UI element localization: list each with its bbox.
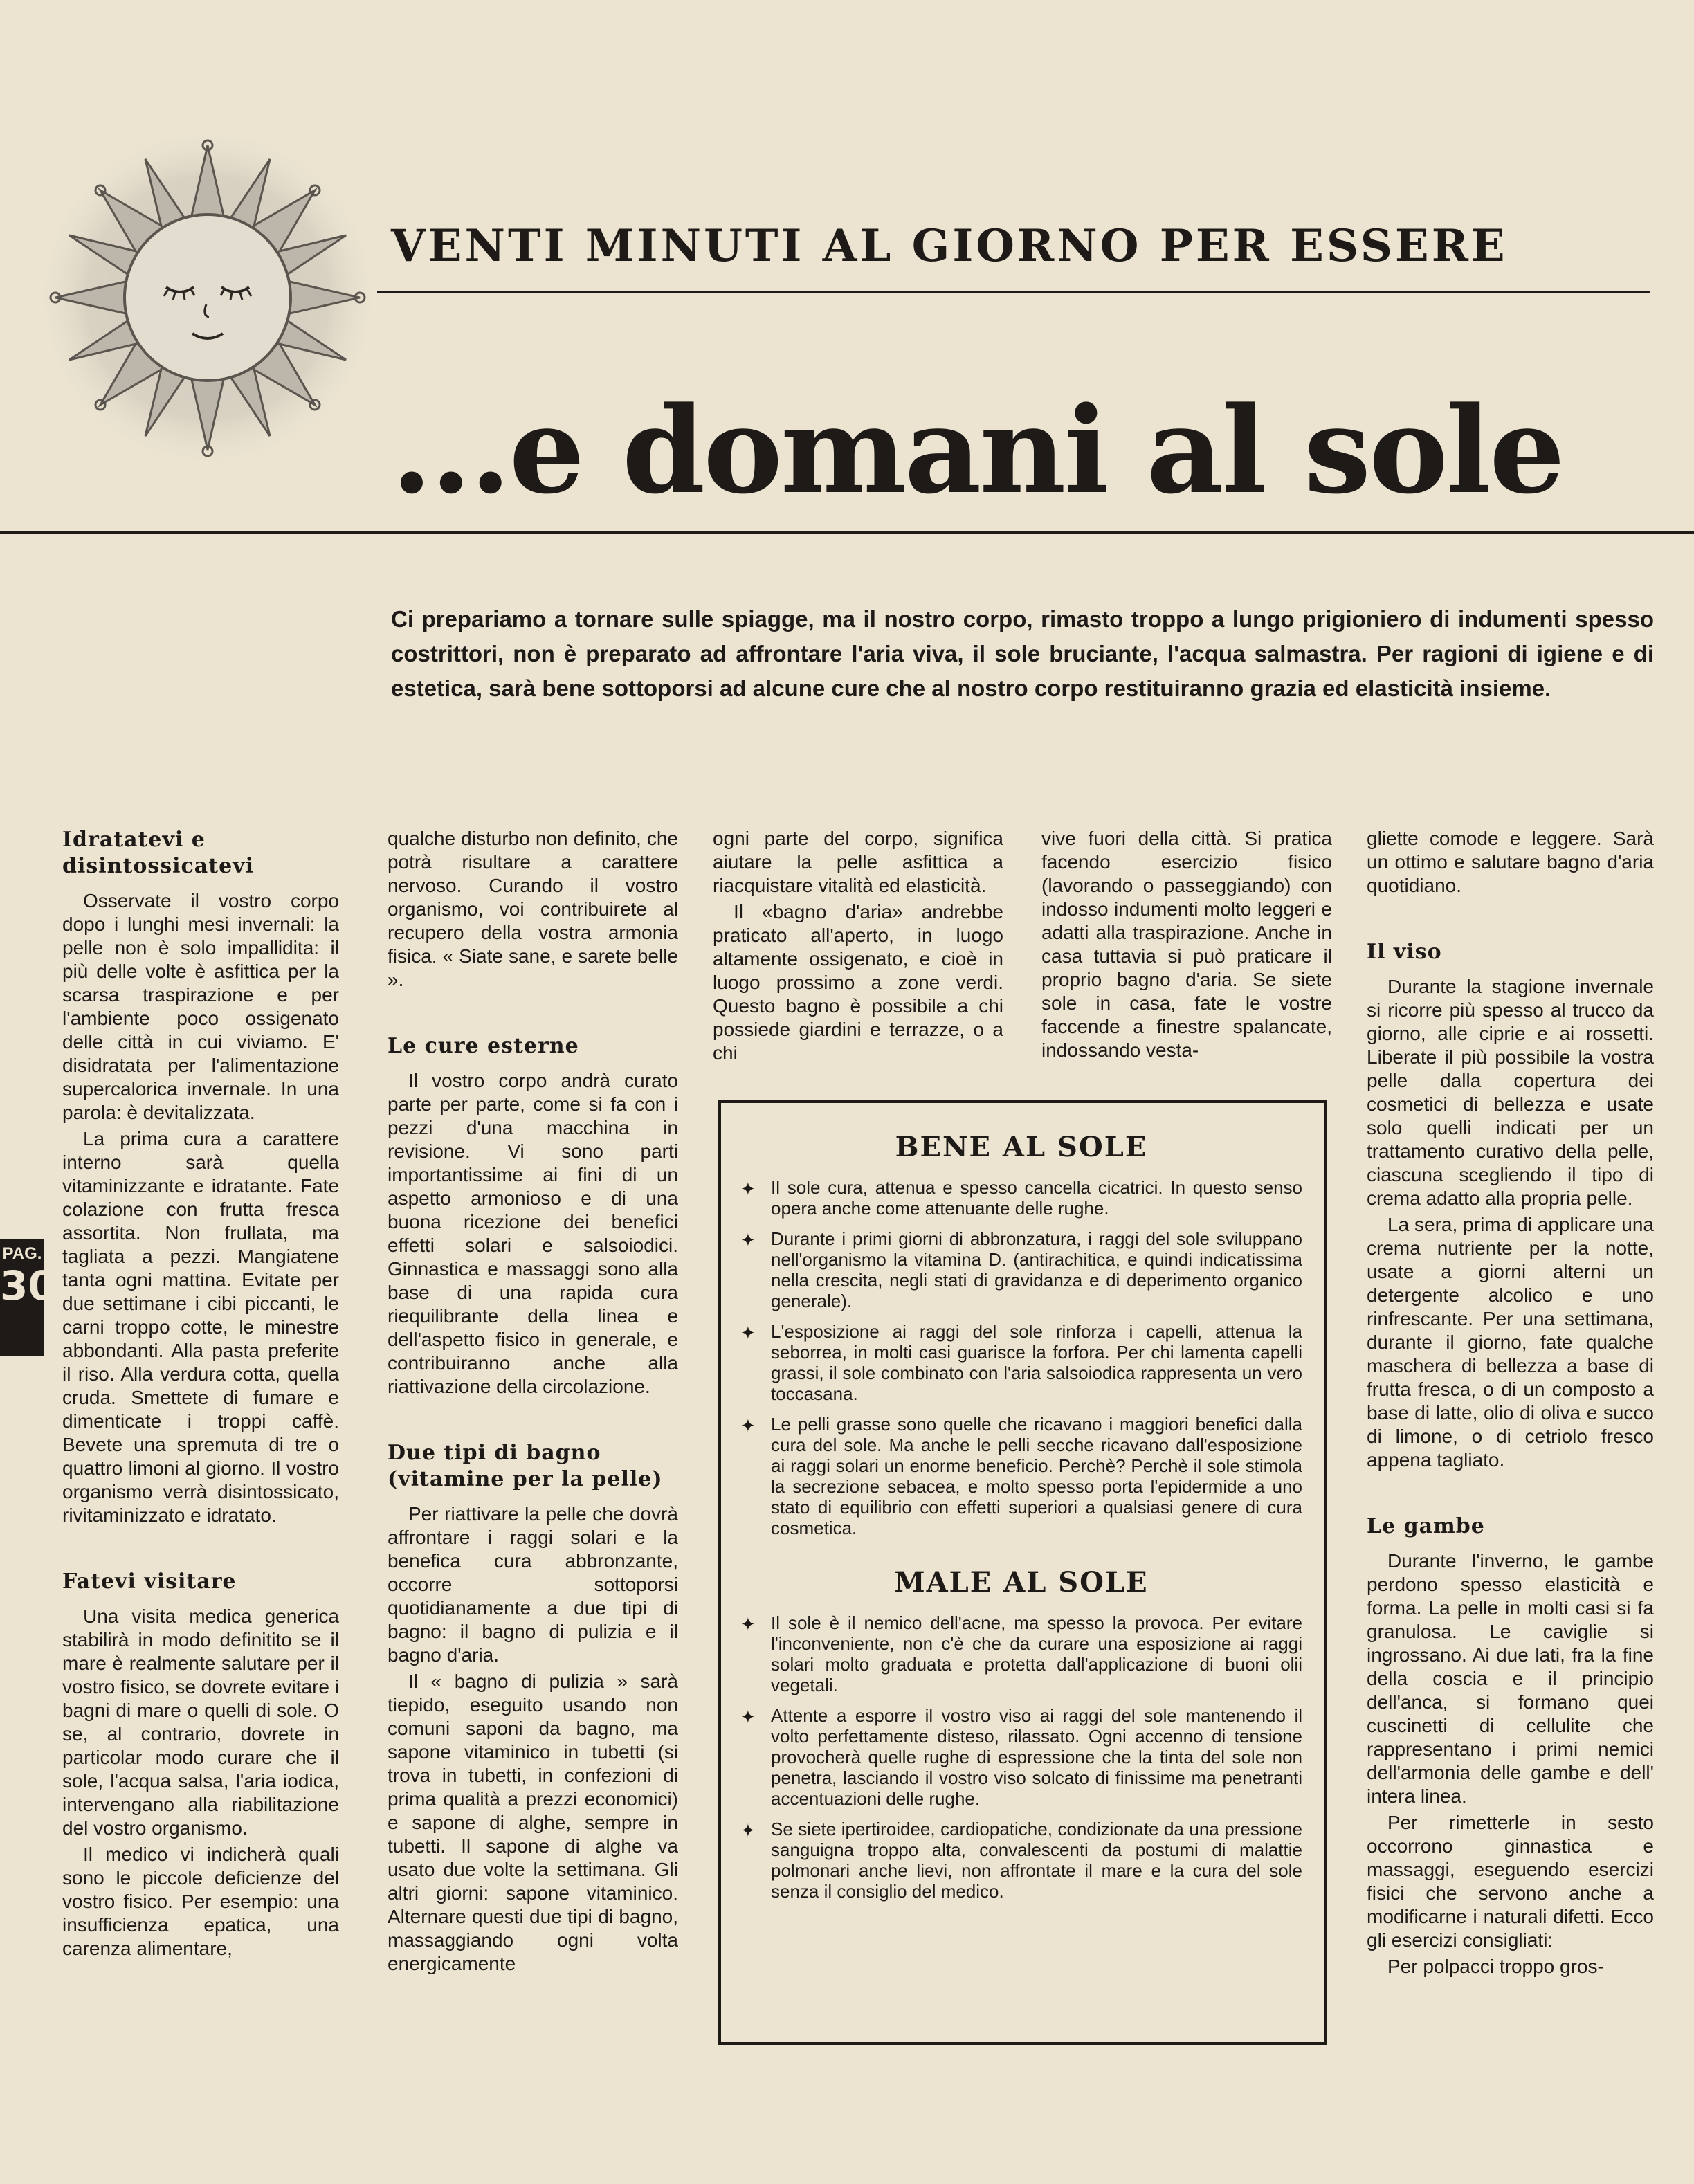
diamond-bullet-icon: ✦ bbox=[740, 1322, 756, 1343]
section-heading-idratatevi: Idratatevi e disintossicatevi bbox=[62, 828, 254, 878]
diamond-bullet-icon: ✦ bbox=[740, 1614, 756, 1635]
paragraph: Durante la stagione invernale si ricorre più spesso al trucco da giorno, alle ciprie e ai rossetti. Liberate il più possibile la vostra pelle dalla copertura dei cosmetici di bellezza e usate solo quelli indicati per un trattamento curativo della pelle, ciascuna scegliendo il tipo di crema adatto alla propria pelle. bbox=[1367, 976, 1654, 1209]
diamond-bullet-icon: ✦ bbox=[740, 1230, 756, 1250]
intro-paragraph: Ci prepariamo a tornare sulle spiagge, ma il nostro corpo, rimasto troppo a lungo prigioniero di indumenti spesso costrittori, non è preparato ad affrontare l'aria viva, il sole bruciante, l'acqua salmastra. Per ragioni di igiene e di estetica, sarà bene sottoporsi ad alcune cure che al nostro corpo restituiranno grazia ed elasticità insieme. bbox=[391, 606, 1654, 701]
paragraph: Per polpacci troppo gros- bbox=[1387, 1956, 1604, 1977]
diamond-bullet-icon: ✦ bbox=[740, 1707, 756, 1727]
paragraph: qualche disturbo non definito, che potrà risultare a carattere nervoso. Curando il vostro organismo, voi contribuirete al recupero della vostra armonia fisica. « Siate sane, e sarete belle ». bbox=[388, 828, 678, 990]
paragraph: Il vostro corpo andrà curato parte per parte, come si fa con i pezzi d'una macchina in revisione. Vi sono parti importantissime ai fini di un aspetto armonioso e di una buona ricezione dei benefici effetti solari e salsoiodici. Ginnastica e massaggi sono alla base di una rapida cura riequilibrante della linea e dell'aspetto fisico in generale, e contribuiranno anche alla riattivazione della circolazione. bbox=[388, 1070, 678, 1397]
column-1 bbox=[62, 827, 339, 1963]
paragraph: La prima cura a carattere interno sarà quella vitaminizzante e idratante. Fate colazione con frutta fresca assortita. Non frullata, ma tagliata a pezzi. Mangiatene tanta ogni mattina. Evitate per due settimane i cibi piccanti, le carni troppo cotte, le minestre abbondanti. Alla pasta preferite il riso. Alla verdura cotta, quella cruda. Smettete di fumare e dimenticate i troppi caffè. Bevete una spremuta di tre o quattro limoni al giorno. Il vostro organismo verrà disintossicato, rivitaminizzato e idratato. bbox=[62, 1128, 339, 1526]
paragraph: Per rimetterle in sesto occorrono ginnastica e massaggi, eseguendo esercizi fisici che servono anche a modificarne i naturali difetti. Ecco gli esercizi consigliati: bbox=[1367, 1812, 1654, 1951]
box-title-male: MALE AL SOLE bbox=[894, 1566, 1149, 1599]
sun-tips-box bbox=[718, 1100, 1327, 2045]
header-rule-bottom bbox=[0, 531, 1694, 534]
page-title: ...e domani al sole bbox=[391, 380, 1563, 520]
paragraph: Una visita medica generica stabilirà in modo definitito se il mare è realmente salutare per il vostro fisico, se dovrete evitare i bagni di mare o quelli di sole. O se, al contrario, dovrete in particolar modo curare che il sole, l'acqua salsa, l'aria iodica, intervengano alla riabilitazione del vostro organismo. bbox=[62, 1605, 339, 1839]
paragraph: Il medico vi indicherà quali sono le piccole deficienze del vostro fisico. Per esempio: una insufficienza epatica, una carenza alimentare, bbox=[62, 1844, 339, 1959]
header-rule-top bbox=[377, 291, 1650, 293]
section-heading-gambe: Le gambe bbox=[1367, 1514, 1485, 1538]
diamond-bullet-icon: ✦ bbox=[740, 1820, 756, 1841]
list-item: ✦ L'esposizione ai raggi del sole rinforza i capelli, attenua la seborrea, in molti casi guarisce la forfora. Per chi lamenta capelli grassi, il sole combinato con l'aria salsoiodica rappresenta un vero toccasana. bbox=[740, 1321, 1302, 1404]
column-2 bbox=[388, 827, 678, 1978]
column-5 bbox=[1367, 827, 1654, 1981]
section-heading-due-tipi-di-bagno: Due tipi di bagno (vitamine per la pelle) bbox=[388, 1441, 663, 1491]
paragraph: ogni parte del corpo, significa aiutare la pelle asfittica a riacquistare vitalità ed elasticità. bbox=[713, 828, 1003, 896]
paragraph: gliette comode e leggere. Sarà un ottimo e salutare bagno d'aria quotidiano. bbox=[1367, 828, 1654, 896]
list-item: ✦ Il sole cura, attenua e spesso cancella cicatrici. In questo senso opera anche come attenuante delle rughe. bbox=[740, 1177, 1302, 1219]
paragraph: La sera, prima di applicare una crema nutriente per la notte, usate a giorni alterni un detergente alcolico e uno rinfrescante. Per una settimana, durante il giorno, fate qualche maschera di bellezza a base di frutta fresca, o di un composto a base di latte, olio di oliva e succo di limone, o di cetriolo fresco appena tagliato. bbox=[1367, 1214, 1654, 1471]
paragraph: Osservate il vostro corpo dopo i lunghi mesi invernali: la pelle non è solo impallidita: il più delle volte è asfittica per la scarsa traspirazione e per l'ambiente poco ossigenato delle città in cui viviamo. E' disidratata per l'alimentazione supercalorica invernale. In una parola: è devitalizzata. bbox=[62, 890, 339, 1123]
male-list bbox=[740, 1612, 1302, 1902]
paragraph: Durante l'inverno, le gambe perdono spesso elasticità e forma. La pelle in molti casi si fa granulosa. Le caviglie si ingrossano. Ai due lati, fra la fine della coscia e il principio dell'anca, si formano quei cuscinetti di cellulite che rappresentano i primi nemici dell'armonia delle gambe e dell' intera linea. bbox=[1367, 1550, 1654, 1807]
column-3 bbox=[713, 827, 1003, 1068]
section-heading-cure-esterne: Le cure esterne bbox=[388, 1034, 579, 1058]
paragraph: Il «bagno d'aria» andrebbe praticato all'aperto, in luogo altamente ossigenato, e cioè in luogo prossimo a zone verdi. Questo bagno è possibile a chi possiede giardini e terrazze, o a chi bbox=[713, 901, 1003, 1064]
page-label: PAG. bbox=[2, 1244, 42, 1263]
section-heading-visitare: Fatevi visitare bbox=[62, 1569, 237, 1594]
list-item: ✦ Le pelli grasse sono quelle che ricavano i maggiori benefici dalla cura del sole. Ma anche le pelli secche ricavano dall'esposizione ai raggi solari un enorme beneficio. Perchè? Perchè il sole stimola la secrezione sebacea, e molto spesso porta l'epidermide a uno stato di equilibrio con effetti superiori a qualsiasi genere di cura cosmetica. bbox=[740, 1414, 1302, 1538]
diamond-bullet-icon: ✦ bbox=[740, 1179, 756, 1199]
list-item: ✦ Attente a esporre il vostro viso ai raggi del sole mantenendo il volto perfettamente disteso, rilassato. Ogni accenno di tensione provocherà quelle rughe di espressione che la tinta del sole non penetra, lasciando il vostro viso solcato di finissime ma penetranti accentuazioni delle rughe. bbox=[740, 1705, 1302, 1809]
bene-list bbox=[740, 1177, 1302, 1538]
smiling-sun-illustration bbox=[28, 118, 388, 477]
paragraph: vive fuori della città. Si pratica facendo esercizio fisico (lavorando o passeggiando) con indosso indumenti molto leggeri e adatti alla traspirazione. Anche in casa tuttavia si può praticare il proprio bagno d'aria. Se siete sole in casa, fate le vostre faccende a finestre spalancate, indossando vesta- bbox=[1041, 828, 1332, 1061]
section-heading-viso: Il viso bbox=[1367, 940, 1442, 964]
paragraph: Per riattivare la pelle che dovrà affrontare i raggi solari e la benefica cura abbronzante, occorre sottoporsi quotidianamente a due tipi di bagno: il bagno di pulizia e il bagno d'aria. bbox=[388, 1503, 678, 1666]
list-item: ✦ Se siete ipertiroidee, cardiopatiche, condizionate da una pressione sanguigna troppo alta, convalescenti da postumi di malattie polmonari anche lievi, non affrontate il mare e la cura del sole senza il consiglio del medico. bbox=[740, 1819, 1302, 1902]
page-number: 30 bbox=[0, 1262, 56, 1309]
box-title-bene: BENE AL SOLE bbox=[895, 1131, 1148, 1163]
list-item: ✦ Il sole è il nemico dell'acne, ma spesso la provoca. Per evitare l'inconveniente, non c'è che da curare una esposizione ai raggi solari molto graduata e protetta dall'applicazione di buoni olii vegetali. bbox=[740, 1612, 1302, 1695]
list-item: ✦ Durante i primi giorni di abbronzatura, i raggi del sole sviluppano nell'organismo la vitamina D. (antirachitica, e quindi indicatissima nella crescita, negli stati di gravidanza e di deperimento organico generale). bbox=[740, 1228, 1302, 1311]
paragraph: Il « bagno di pulizia » sarà tiepido, eseguito usando non comuni saponi da bagno, ma sapone vitaminico in tubetti (si trova in tubetti, in confezioni di prima qualità a prezzi economici) e sapone di alghe, sempre in tubetti. Il sapone di alghe va usato due volte la settimana. Gli altri giorni: sapone vitaminico. Alternare questi due tipi di bagno, massaggiando ogni volta energicamente bbox=[388, 1671, 678, 1974]
page-number-tab bbox=[0, 1239, 56, 1356]
diamond-bullet-icon: ✦ bbox=[740, 1415, 756, 1436]
header-kicker: VENTI MINUTI AL GIORNO PER ESSERE bbox=[391, 220, 1508, 272]
column-4 bbox=[1041, 827, 1332, 1065]
